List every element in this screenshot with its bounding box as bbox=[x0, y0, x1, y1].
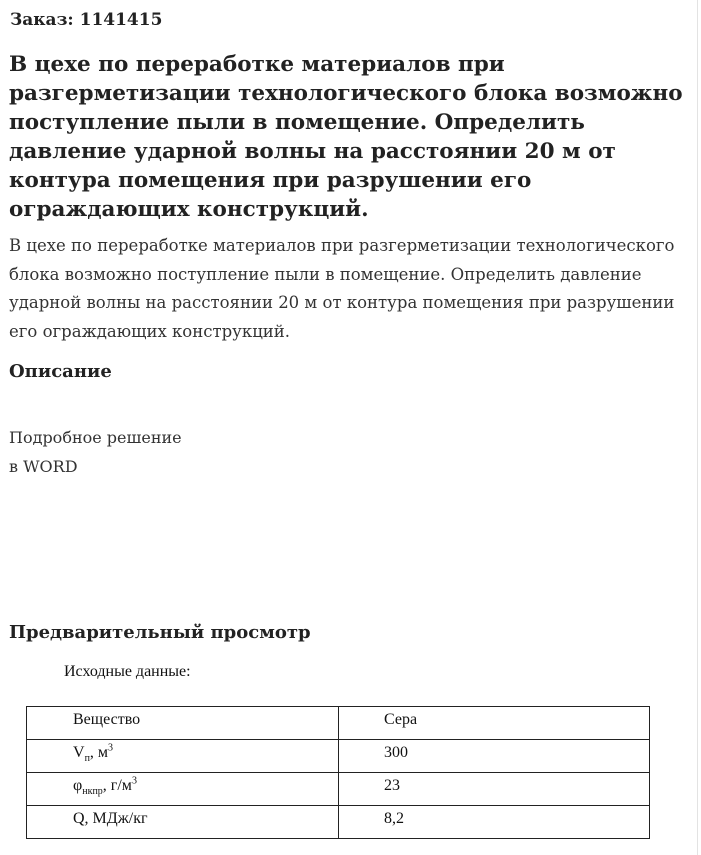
table-row bbox=[27, 773, 650, 806]
table-row bbox=[27, 806, 650, 839]
task-body-text: В цехе по переработке материалов при разгерметизации технологического блока возможно поступление пыли в помещение. Определить давление ударной волны на расстоянии 20 м от контура помещения при разрушении его ограждающих конструкций. bbox=[9, 236, 675, 341]
value-cell: Сера bbox=[339, 707, 650, 740]
param-cell: Q, МДж/кг bbox=[27, 806, 339, 839]
description-text bbox=[9, 424, 182, 481]
param-cell: $V_п$, $м^3$ bbox=[27, 740, 339, 773]
table-row bbox=[27, 740, 650, 773]
param-cell: Вещество bbox=[27, 707, 339, 740]
description-heading: Описание bbox=[9, 361, 112, 382]
source-data-table bbox=[26, 706, 650, 839]
table-row bbox=[27, 707, 650, 740]
preview-heading: Предварительный просмотр bbox=[9, 622, 311, 643]
value-cell: 8,2 bbox=[339, 806, 650, 839]
task-title: В цехе по переработке материалов при разгерметизации технологического блока возможно поступление пыли в помещение. Определить давление ударной волны на расстоянии 20 м от контура помещения при разрушении его ограждающих конструкций. bbox=[9, 52, 683, 222]
preview-caption: Исходные данные: bbox=[64, 663, 191, 680]
description-line-2: в WORD bbox=[9, 456, 78, 476]
value-cell: 23 bbox=[339, 773, 650, 806]
description-line-1: Подробное решение bbox=[9, 428, 182, 447]
value-cell: 300 bbox=[339, 740, 650, 773]
param-cell: $\varphi_{нкпр}$, $г/м^3$ bbox=[27, 773, 339, 806]
order-number: Заказ: 1141415 bbox=[10, 10, 163, 30]
